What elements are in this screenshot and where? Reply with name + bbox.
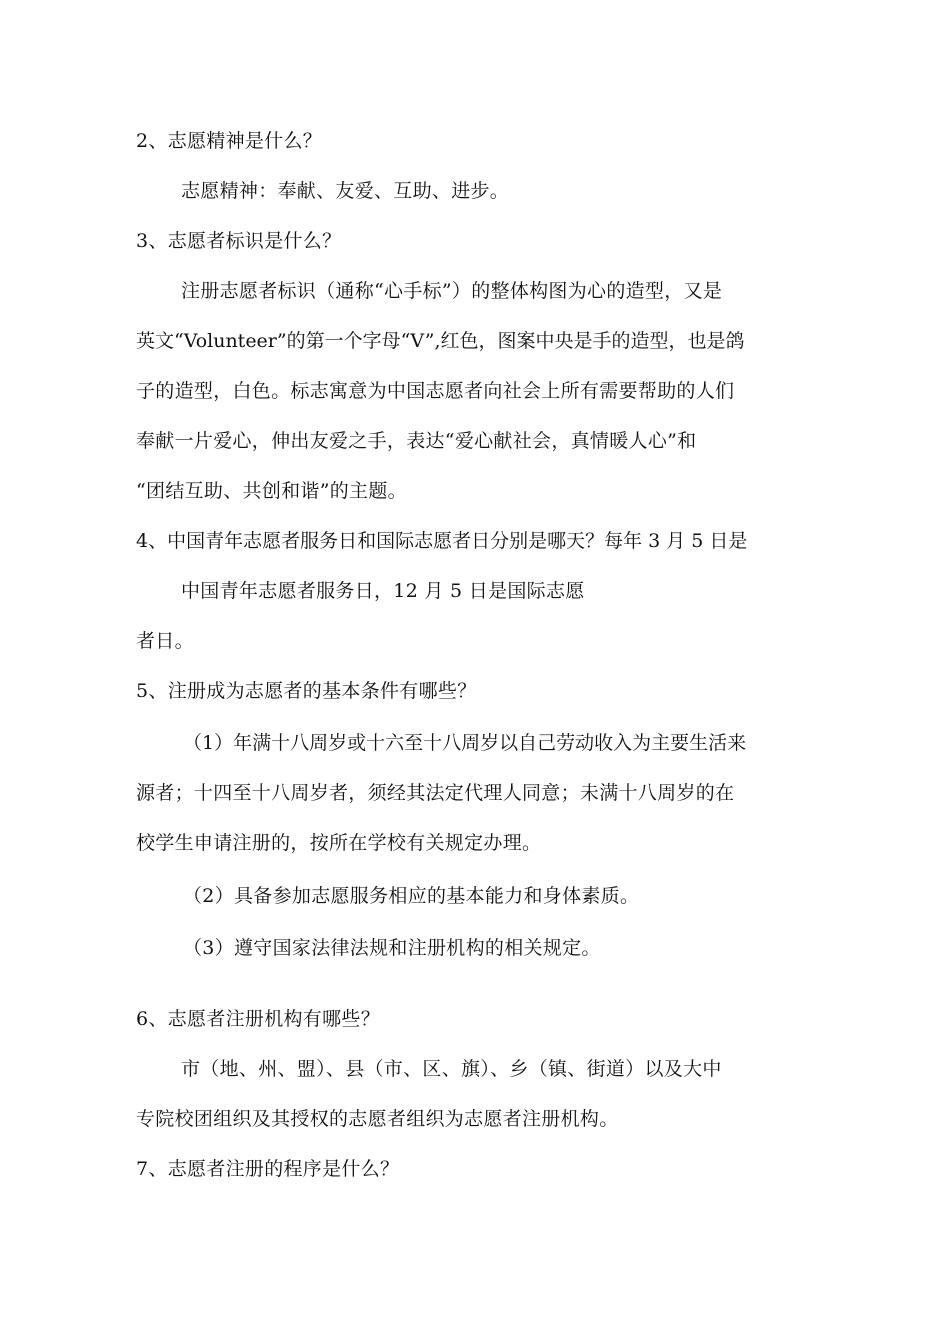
- question-4-heading: 4、中国青年志愿者服务日和国际志愿者日分别是哪天？每年 3 月 5 日是: [136, 530, 748, 552]
- answer-5-item-2: （2）具备参加志愿服务相应的基本能力和身体素质。: [183, 885, 640, 907]
- question-5-heading: 5、注册成为志愿者的基本条件有哪些？: [136, 680, 477, 702]
- answer-3-line-5: “团结互助、共创和谐”的主题。: [136, 480, 407, 502]
- answer-3-line-2: 英文“Volunteer”的第一个字母“V”,红色，图案中央是手的造型，也是鸽: [136, 330, 745, 352]
- answer-3-line-3: 子的造型，白色。标志寓意为中国志愿者向社会上所有需要帮助的人们: [136, 380, 735, 402]
- answer-4-line-1: 中国青年志愿者服务日，12 月 5 日是国际志愿: [181, 580, 585, 602]
- answer-3-line-4: 奉献一片爱心，伸出友爱之手，表达“爱心献社会，真情暖人心”和: [136, 430, 697, 452]
- answer-4-line-2: 者日。: [136, 630, 194, 652]
- answer-5-item-1-line-1: （1）年满十八周岁或十六至十八周岁以自己劳动收入为主要生活来: [183, 732, 747, 754]
- answer-5-item-1-line-2: 源者；十四至十八周岁者，须经其法定代理人同意；未满十八周岁的在: [136, 782, 735, 804]
- answer-6-line-1: 市（地、州、盟）、县（市、区、旗）、乡（镇、街道）以及大中: [181, 1058, 722, 1080]
- answer-5-item-1-line-3: 校学生申请注册的，按所在学校有关规定办理。: [136, 832, 542, 854]
- question-3-heading: 3、志愿者标识是什么？: [136, 230, 342, 252]
- answer-5-item-3: （3）遵守国家法律法规和注册机构的相关规定。: [183, 937, 601, 959]
- question-6-heading: 6、志愿者注册机构有哪些？: [136, 1008, 380, 1030]
- answer-2-text: 志愿精神：奉献、友爱、互助、进步。: [181, 180, 510, 202]
- question-2-heading: 2、志愿精神是什么？: [136, 130, 323, 152]
- question-7-heading: 7、志愿者注册的程序是什么？: [136, 1158, 400, 1180]
- answer-3-line-1: 注册志愿者标识（通称“心手标”）的整体构图为心的造型，又是: [181, 280, 723, 302]
- answer-6-line-2: 专院校团组织及其授权的志愿者组织为志愿者注册机构。: [136, 1108, 619, 1130]
